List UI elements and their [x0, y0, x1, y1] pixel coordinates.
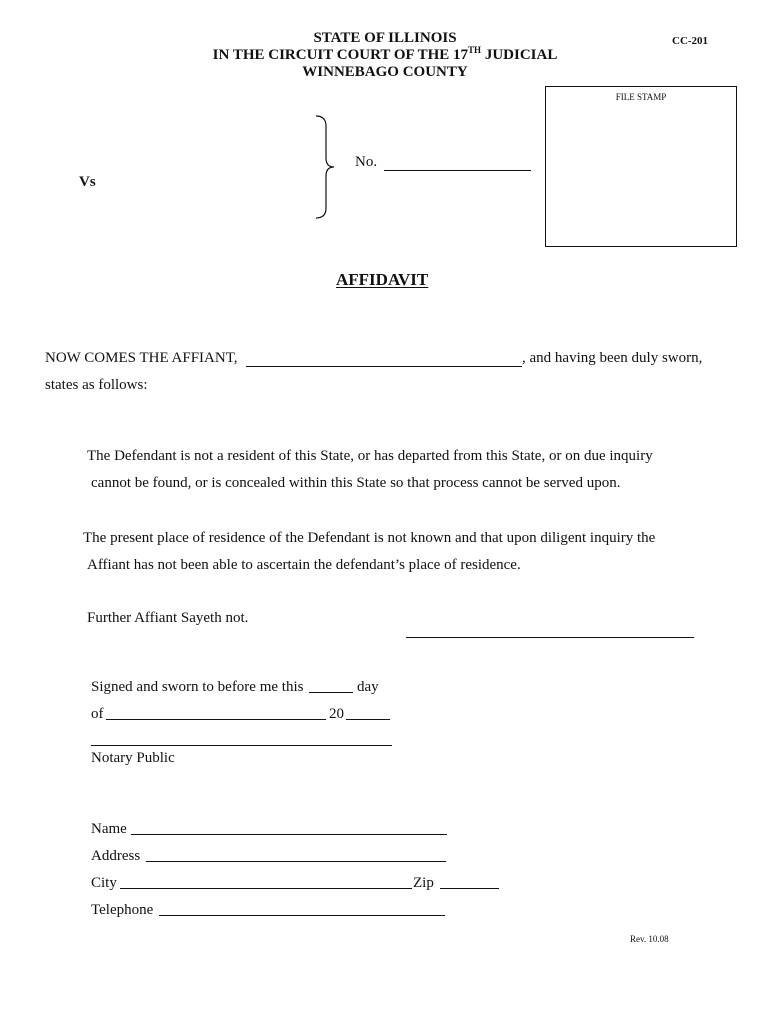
paragraph2-line2: Affiant has not been able to ascertain the defendant’s place of residence. [87, 557, 521, 573]
court-circuit-ordinal: TH [468, 45, 482, 55]
name-label: Name [91, 821, 127, 837]
case-number-line[interactable] [384, 170, 531, 171]
notary-public-label: Notary Public [91, 750, 175, 766]
file-stamp-box [545, 86, 737, 247]
affiant-name-line[interactable] [246, 366, 522, 367]
versus-label: Vs [79, 174, 96, 190]
zip-label: Zip [413, 875, 434, 891]
zip-line[interactable] [440, 888, 499, 889]
of-label: of [91, 706, 104, 722]
court-county-heading: WINNEBAGO COUNTY [302, 64, 468, 80]
name-line[interactable] [131, 834, 447, 835]
court-circuit-prefix: IN THE CIRCUIT COURT OF THE 17 [212, 47, 469, 63]
further-affiant-text: Further Affiant Sayeth not. [87, 610, 249, 626]
notary-signature-line[interactable] [91, 745, 392, 746]
city-line[interactable] [120, 888, 412, 889]
address-line[interactable] [146, 861, 446, 862]
city-label: City [91, 875, 117, 891]
intro-suffix: , and having been duly sworn, [522, 350, 703, 366]
intro-prefix: NOW COMES THE AFFIANT, [45, 350, 238, 366]
day-label: day [357, 679, 379, 695]
month-line[interactable] [106, 719, 326, 720]
file-stamp-label: FILE STAMP [615, 92, 667, 102]
case-number-label: No. [355, 154, 378, 170]
year-line[interactable] [346, 719, 390, 720]
court-state-heading: STATE OF ILLINOIS [313, 30, 457, 46]
intro-line2: states as follows: [45, 377, 148, 393]
address-label: Address [91, 848, 141, 864]
form-number: CC-201 [672, 35, 709, 47]
document-title: AFFIDAVIT [336, 270, 429, 289]
case-brace-icon [312, 114, 336, 220]
affiant-signature-line[interactable] [406, 637, 694, 638]
paragraph1-line2: cannot be found, or is concealed within this State so that process cannot be served upon. [91, 475, 621, 491]
paragraph2-line1: The present place of residence of the Defendant is not known and that upon diligent inquiry the [83, 530, 656, 546]
telephone-line[interactable] [159, 915, 445, 916]
court-circuit-suffix: JUDICIAL [481, 47, 558, 63]
revision-label: Rev. 10.08 [630, 934, 669, 944]
day-line[interactable] [309, 692, 353, 693]
paragraph1-line1: The Defendant is not a resident of this State, or has departed from this State, or on due inquiry [87, 448, 653, 464]
court-circuit-heading [0, 47, 770, 64]
signed-sworn-text: Signed and sworn to before me this [91, 679, 304, 695]
year-prefix: 20 [329, 706, 344, 722]
telephone-label: Telephone [91, 902, 154, 918]
